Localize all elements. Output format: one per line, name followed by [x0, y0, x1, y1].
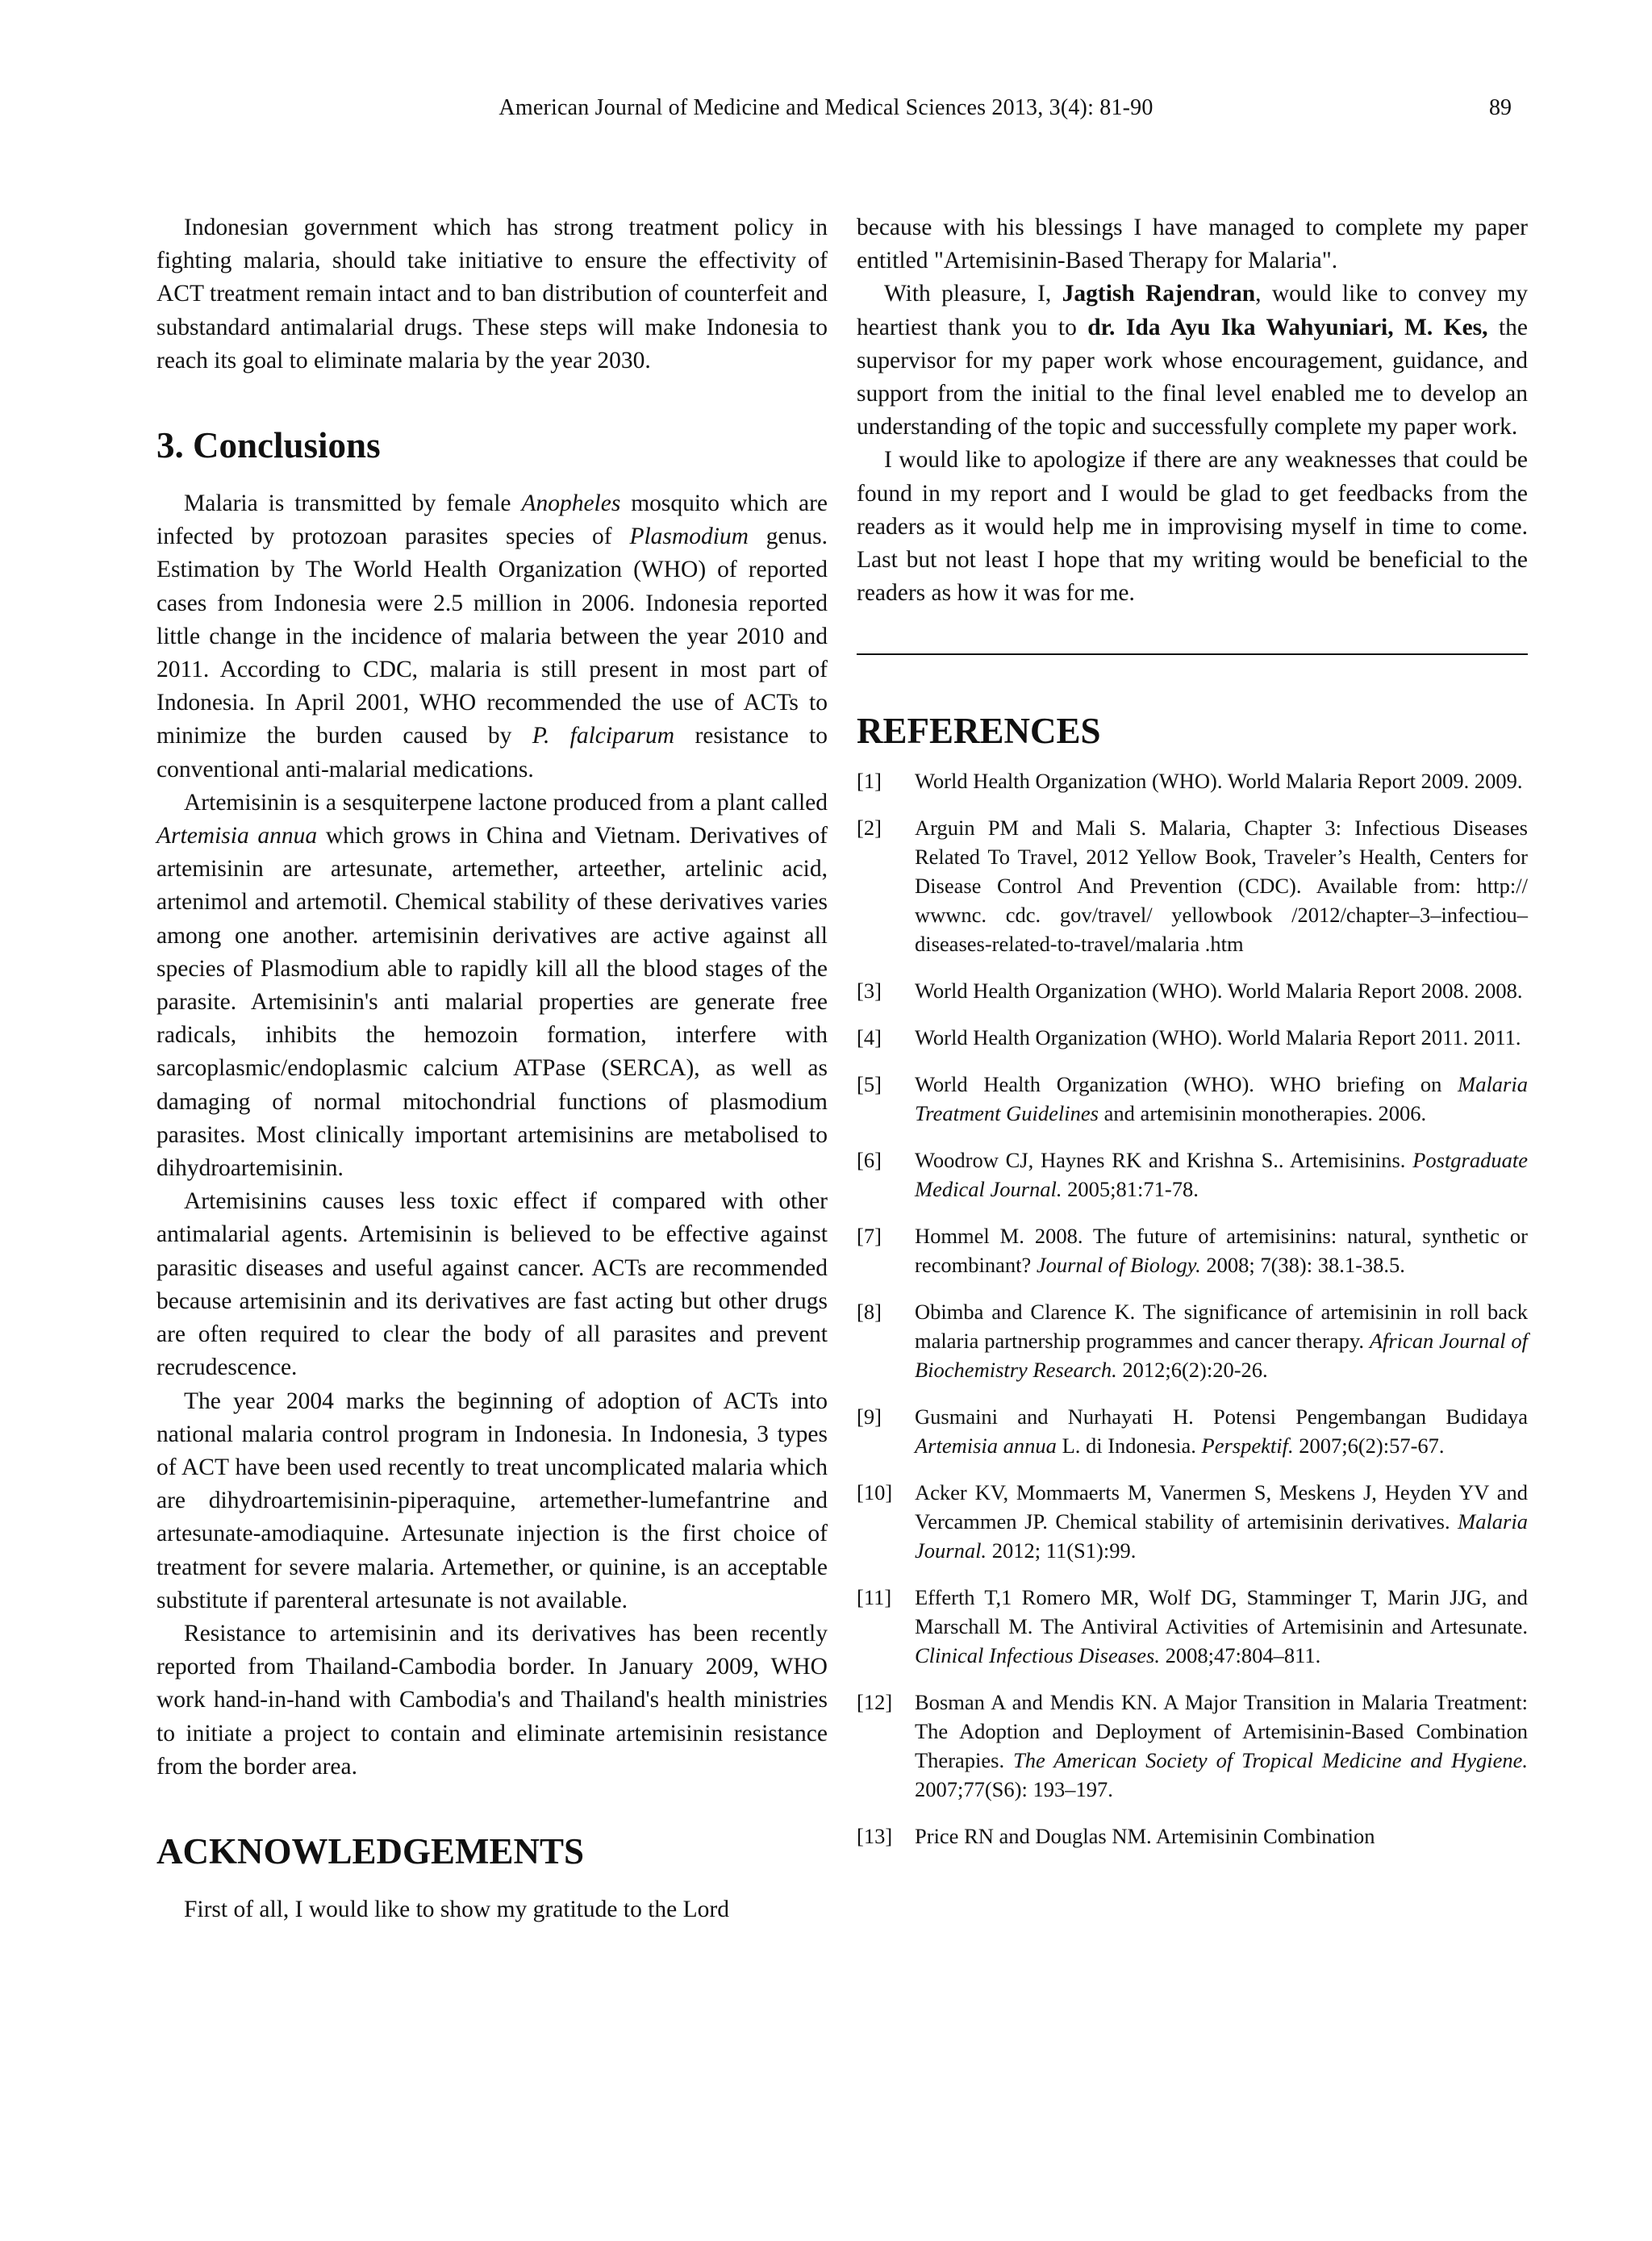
reference-text: Arguin PM and Mali S. Malaria, Chapter 3: Infectious Diseases Related To Travel, 2012 Yellow Book, Traveler’s Health, Centers for Disease Control And Prevention (CDC). Available from: http:// wwwnc. cdc. gov/travel/ yellowbook /2012/chapter–3–infectiou–diseases-related-to-travel/malaria .htm: [915, 816, 1528, 957]
running-head: American Journal of Medicine and Medical Sciences 2013, 3(4): 81-90: [499, 95, 1153, 120]
reference-text: Price RN and Douglas NM. Artemisinin Combination: [915, 1824, 1375, 1849]
reference-number: [3]: [857, 979, 882, 1004]
reference-item: [857, 813, 1528, 958]
reference-item: [857, 1023, 1528, 1052]
reference-item: [857, 1822, 1528, 1851]
reference-number: [9]: [857, 1404, 882, 1429]
reference-number: [10]: [857, 1480, 893, 1505]
reference-item: [857, 1402, 1528, 1460]
conclusions-paragraph-5: Resistance to artemisinin and its derivatives has been recently reported from Thailand-Cambodia border. In January 2009, WHO work hand-in-hand with Cambodia's and Thailand's health ministries to initiate a project to contain and eliminate artemisinin resistance from the border area.: [156, 1620, 828, 1780]
reference-text: Efferth T,1 Romero MR, Wolf DG, Stamminger T, Marin JJG, and Marschall M. The Antiviral Activities of Artemisinin and Artesunate. Clinical Infectious Diseases. 2008;47:804–811.: [915, 1585, 1528, 1668]
reference-text: Woodrow CJ, Haynes RK and Krishna S.. Artemisinins. Postgraduate Medical Journal. 2005;81:71-78.: [915, 1148, 1528, 1202]
reference-number: [1]: [857, 769, 882, 794]
right-column: [857, 211, 1528, 1868]
reference-item: [857, 766, 1528, 795]
reference-text: Acker KV, Mommaerts M, Vanermen S, Meskens J, Heyden YV and Vercammen JP. Chemical stability of artemisinin derivatives. Malaria Journal. 2012; 11(S1):99.: [915, 1480, 1528, 1563]
reference-number: [5]: [857, 1072, 882, 1097]
left-column: [156, 211, 828, 1926]
reference-item: [857, 1583, 1528, 1670]
page-number: 89: [1489, 95, 1512, 120]
reference-item: [857, 976, 1528, 1005]
reference-number: [4]: [857, 1025, 882, 1050]
reference-text: World Health Organization (WHO). WHO briefing on Malaria Treatment Guidelines and artemisinin monotherapies. 2006.: [915, 1072, 1528, 1126]
reference-text: Hommel M. 2008. The future of artemisinins: natural, synthetic or recombinant? Journal of Biology. 2008; 7(38): 38.1-38.5.: [915, 1224, 1528, 1278]
conclusions-paragraph-3: Artemisinins causes less toxic effect if compared with other antimalarial agents. Artemisinin is believed to be effective against parasitic diseases and useful against cancer. ACTs are recommended because artemisinin and its derivatives are fast acting but other drugs are often required to clear the body of all parasites and prevent recrudescence.: [156, 1188, 828, 1381]
reference-item: [857, 1221, 1528, 1279]
reference-number: [11]: [857, 1585, 892, 1610]
reference-item: [857, 1146, 1528, 1204]
reference-item: [857, 1070, 1528, 1128]
references-list: [857, 766, 1528, 1851]
reference-text: Gusmaini and Nurhayati H. Potensi Pengembangan Budidaya Artemisia annua L. di Indonesia. Perspektif. 2007;6(2):57-67.: [915, 1404, 1528, 1459]
reference-number: [12]: [857, 1690, 893, 1715]
section-divider: [857, 653, 1528, 655]
acknowledgements-paragraph-1: First of all, I would like to show my gratitude to the Lord: [184, 1896, 729, 1922]
intro-paragraph: Indonesian government which has strong treatment policy in fighting malaria, should take initiative to ensure the effectivity of ACT treatment remain intact and to ban distribution of counterfeit and substandard antimalarial drugs. These steps will make Indonesia to reach its goal to eliminate malaria by the year 2030.: [156, 215, 828, 374]
reference-number: [7]: [857, 1224, 882, 1249]
reference-item: [857, 1478, 1528, 1565]
reference-text: World Health Organization (WHO). World Malaria Report 2009. 2009.: [915, 769, 1523, 794]
acknowledgements-heading: ACKNOWLEDGEMENTS: [156, 1830, 585, 1872]
reference-text: Obimba and Clarence K. The significance of artemisinin in roll back malaria partnership programmes and cancer therapy. African Journal of Biochemistry Research. 2012;6(2):20-26.: [915, 1300, 1528, 1383]
conclusions-paragraph-1: Malaria is transmitted by female Anopheles mosquito which are infected by protozoan parasites species of Plasmodium genus. Estimation by The World Health Organization (WHO) of reported cases from Indonesia were 2.5 million in 2006. Indonesia reported little change in the incidence of malaria between the year 2010 and 2011. According to CDC, malaria is still present in most part of Indonesia. In April 2001, WHO recommended the use of ACTs to minimize the burden caused by P. falciparum resistance to conventional anti-malarial medications.: [156, 490, 828, 782]
reference-item: [857, 1688, 1528, 1804]
acknowledgements-continuation: because with his blessings I have managed to complete my paper entitled "Artemisinin-Based Therapy for Malaria".: [857, 215, 1528, 274]
conclusions-heading: 3. Conclusions: [156, 425, 381, 466]
reference-text: Bosman A and Mendis KN. A Major Transition in Malaria Treatment: The Adoption and Deployment of Artemisinin-Based Combination Therapies. The American Society of Tropical Medicine and Hygiene. 2007;77(S6): 193–197.: [915, 1690, 1528, 1802]
reference-number: [13]: [857, 1824, 893, 1849]
reference-item: [857, 1297, 1528, 1384]
references-heading: REFERENCES: [857, 711, 1101, 752]
reference-number: [8]: [857, 1300, 882, 1325]
reference-text: World Health Organization (WHO). World Malaria Report 2008. 2008.: [915, 979, 1523, 1004]
reference-number: [6]: [857, 1148, 882, 1173]
conclusions-paragraph-4: The year 2004 marks the beginning of adoption of ACTs into national malaria control program in Indonesia. In Indonesia, 3 types of ACT have been used recently to treat uncomplicated malaria which are dihydroartemisinin-piperaquine, artemether-lumefantrine and artesunate-amodiaquine. Artesunate injection is the first choice of treatment for severe malaria. Artemether, or quinine, is an acceptable substitute if parenteral artesunate is not available.: [156, 1388, 828, 1613]
conclusions-paragraph-2: Artemisinin is a sesquiterpene lactone produced from a plant called Artemisia annua which grows in China and Vietnam. Derivatives of artemisinin are artesunate, artemether, arteether, artelinic acid, artenimol and artemotil. Chemical stability of these derivatives varies among one another. artemisinin derivatives are active against all species of Plasmodium able to rapidly kill all the blood stages of the parasite. Artemisinin's anti malarial properties are generate free radicals, inhibits the hemozoin formation, interfere with sarcoplasmic/endoplasmic calcium ATPase (SERCA), as well as damaging of normal mitochondrial functions of plasmodium parasites. Most clinically important artemisinins are metabolised to dihydroartemisinin.: [156, 789, 828, 1182]
acknowledgements-paragraph-2: With pleasure, I, Jagtish Rajendran, would like to convey my heartiest thank you to dr. Ida Ayu Ika Wahyuniari, M. Kes, the supervisor for my paper work whose encouragement, guidance, and support from the initial to the final level enabled me to develop an understanding of the topic and successfully complete my paper work.: [857, 281, 1528, 440]
acknowledgements-paragraph-3: I would like to apologize if there are any weaknesses that could be found in my report and I would be glad to get feedbacks from the readers as it would help me in improvising myself in time to come. Last but not least I hope that my writing would be beneficial to the readers as how it was for me.: [857, 447, 1528, 607]
reference-text: World Health Organization (WHO). World Malaria Report 2011. 2011.: [915, 1025, 1521, 1050]
reference-number: [2]: [857, 816, 882, 841]
